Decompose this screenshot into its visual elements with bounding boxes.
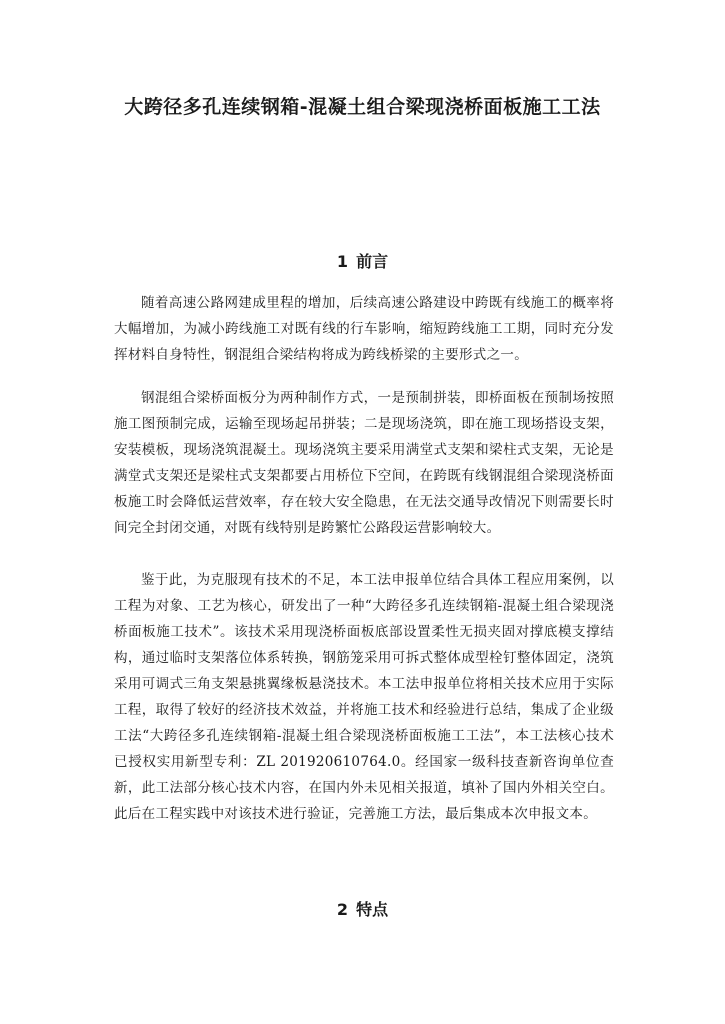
section-title: 前言 (356, 252, 389, 271)
section-number: 1 (336, 252, 349, 271)
document-title: 大跨径多孔连续钢箱-混凝土组合梁现浇桥面板施工工法 (124, 96, 601, 118)
section-title: 特点 (356, 900, 389, 919)
paragraph: 随着高速公路网建成里程的增加，后续高速公路建设中跨既有线施工的概率将大幅增加，为减小跨线施工对既有线的行车影响，缩短跨线施工工期，同时充分发挥材料自身特性，钢混组合梁结构将成为跨线桥梁的主要形式之一。 (114, 295, 614, 363)
paragraph: 钢混组合梁桥面板分为两种制作方式，一是预制拼装，即桥面板在预制场按照施工图预制完成，运输至现场起吊拼装；二是现场浇筑，即在施工现场搭设支架，安装模板，现场浇筑混凝土。现场浇筑主要采用满堂式支架和梁柱式支架，无论是满堂式支架还是梁柱式支架都要占用桥位下空间，在跨既有线钢混组合梁现浇桥面板施工时会降低运营效率，存在较大安全隐患，在无法交通导改情况下则需要长时间完全封闭交通，对既有线特别是跨繁忙公路段运营影响较大。 (114, 390, 614, 536)
section-heading-preface (0, 249, 725, 272)
section-heading-features (0, 897, 725, 920)
section-number: 2 (336, 900, 349, 919)
paragraph: 鉴于此，为克服现有技术的不足，本工法申报单位结合具体工程应用案例，以工程为对象、工艺为核心，研发出了一种“大跨径多孔连续钢箱-混凝土组合梁现浇桥面板施工技术”。该技术采用现浇桥面板底部设置柔性无损夹固对撑底模支撑结构，通过临时支架落位体系转换，钢筋笼采用可拆式整体成型栓钉整体固定，浇筑采用可调式三角支架悬挑翼缘板悬浇技术。本工法申报单位将相关技术应用于实际工程，取得了较好的经济技术效益，并将施工技术和经验进行总结，集成了企业级工法“大跨径多孔连续钢箱-混凝土组合梁现浇桥面板施工工法”，本工法核心技术已授权实用新型专利：ZL 201920610764.0。经国家一级科技查新咨询单位查新，此工法部分核心技术内容，在国内外未见相关报道，填补了国内外相关空白。此后在工程实践中对该技术进行验证，完善施工方法，最后集成本次申报文本。 (114, 572, 614, 822)
